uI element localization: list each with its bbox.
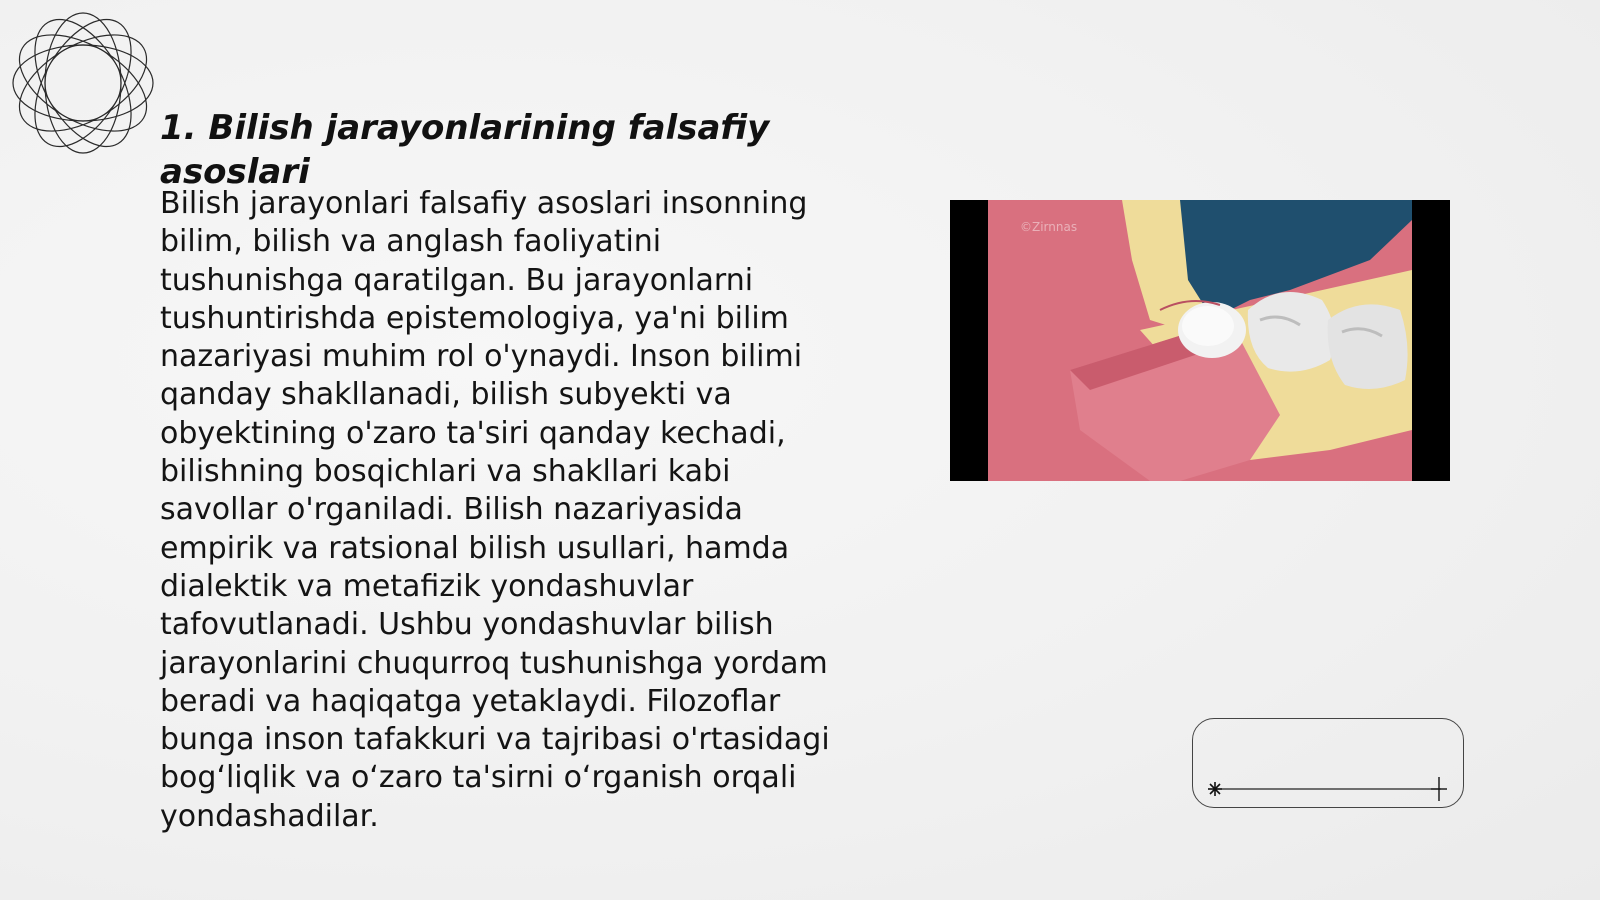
video-player[interactable] (950, 200, 1450, 481)
video-frame-image (950, 200, 1450, 481)
timeline-graphic (1193, 719, 1465, 809)
star-burst-icon (1208, 782, 1222, 796)
video-watermark: ©Zirnnas (1020, 220, 1078, 234)
timeline-box (1192, 718, 1464, 808)
slide-body-text: Bilish jarayonlari falsafiy asoslari insonning bilim, bilish va anglash faoliyatini tushunishga qaratilgan. Bu jarayonlarni tushuntirishda epistemologiya, ya'ni bilim nazariyasi muhim rol o'ynaydi. Inson bilimi qanday shakllanadi, bilish subyekti va obyektining o'zaro ta'siri qanday kechadi, bilishning bosqichlari va shakllari kabi savollar o'rganiladi. Bilish nazariyasida empirik va ratsional bilish usullari, hamda dialektik va metafizik yondashuvlar tafovutlanadi. Ushbu yondashuvlar bilish jarayonlarini chuqurroq tushunishga yordam beradi va haqiqatga yetaklaydi. Filozoflar bunga inson tafakkuri va tajribasi o'rtasidagi bog‘liqlik va o‘zaro ta'sirni o‘rganish orqali yondashadilar. (160, 186, 830, 834)
sparkle-icon (1431, 777, 1447, 801)
slide-title: 1. Bilish jarayonlarining falsafiy asoslari (160, 108, 770, 192)
spirograph-circle-icon (8, 8, 158, 158)
